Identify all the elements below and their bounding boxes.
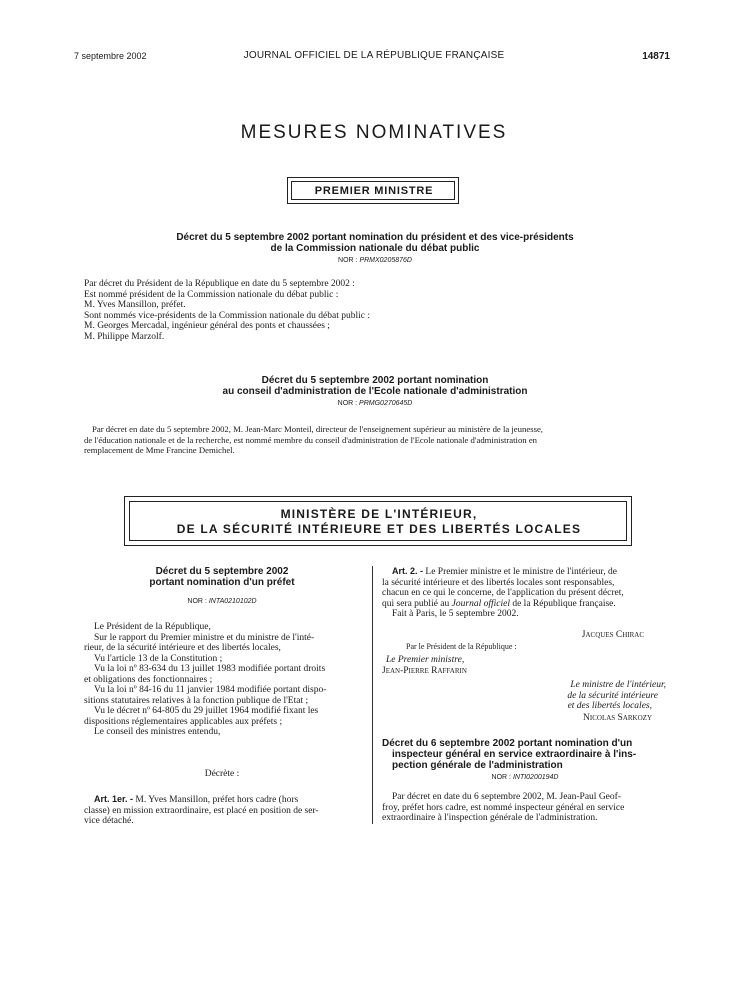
ministry-name-line: DE LA SÉCURITÉ INTÉRIEURE ET DES LIBERTÉS LOCALES	[176, 522, 582, 536]
nor-code: INTI0200194D	[512, 774, 559, 781]
nor-code: PRMG0270645D	[359, 400, 413, 407]
body-line: Sur le rapport du Premier ministre et du ministre de l'inté-	[94, 632, 315, 643]
body-line: Par décret en date du 6 septembre 2002, M. Jean-Paul Geof-	[392, 792, 621, 802]
body-line: Est nommé président de la Commission nationale du débat public :	[84, 289, 339, 300]
body-line: sitions statutaires relatives à la fonction publique de l'Etat ;	[84, 695, 309, 706]
nor-label: NOR :	[338, 257, 358, 264]
nor-code: PRMX0205876D	[359, 257, 412, 264]
decree-title-line: Décret du 5 septembre 2002	[155, 566, 289, 577]
body-line: extraordinaire à l'inspection générale de l'administration.	[382, 813, 598, 823]
article-1	[84, 794, 360, 827]
decree-title-line: Décret du 6 septembre 2002 portant nomination d'un	[382, 738, 633, 749]
decree-title-line: pection générale de l'administration	[392, 760, 563, 771]
decrete-label: Décrète :	[204, 769, 240, 779]
decree-title	[382, 738, 668, 771]
fait-a-paris: Fait à Paris, le 5 septembre 2002.	[392, 609, 519, 619]
signature-ministre: Nicolas Sarkozy	[583, 713, 652, 723]
article-label: Art. 1er. -	[94, 794, 134, 804]
body-line: Vu l'article 13 de la Constitution ;	[94, 653, 223, 664]
header-page-number: 14871	[642, 51, 670, 62]
body-line: Par décret du Président de la République en date du 5 septembre 2002 :	[84, 279, 355, 289]
body-line: de la République française.	[509, 598, 616, 609]
signatory-title: Le Premier ministre,	[386, 655, 465, 665]
body-line: classe) en mission extraordinaire, est placé en position de ser-	[84, 805, 319, 816]
body-line: chacun en ce qui le concerne, de l'application du présent décret,	[382, 588, 624, 598]
decree-nor	[84, 598, 360, 605]
section-box-premier-ministre	[287, 177, 459, 204]
journal-officiel-italic: Journal officiel	[451, 598, 510, 609]
body-line: de l'éducation nationale et de la recherche, est nommé membre du conseil d'administration de l'Ecole nationale d'administration en	[84, 434, 538, 445]
signature-president: Jacques Chirac	[581, 630, 644, 640]
decree-body	[382, 792, 668, 824]
body-line: remplacement de Mme Francine Demichel.	[84, 445, 235, 455]
decree-title: au conseil d'administration de l'Ecole nationale d'administration	[222, 386, 528, 397]
section-box-label: PREMIER MINISTRE	[314, 185, 434, 197]
decree-title-line: portant nomination d'un préfet	[149, 577, 295, 588]
body-line: et obligations des fonctionnaires ;	[84, 674, 213, 685]
signatory-title-line: Le ministre de l'intérieur,	[570, 680, 666, 690]
body-line: Sont nommés vice-présidents de la Commission nationale du débat public :	[84, 310, 371, 321]
article-2	[382, 566, 668, 620]
body-line: Par décret en date du 5 septembre 2002, M. Jean-Marc Monteil, directeur de l'enseignement supérieur au ministère de la jeunesse,	[92, 424, 543, 434]
body-line: Vu le décret nº 64-805 du 29 juillet 1964 modifié fixant les	[94, 706, 319, 716]
body-line: qui sera publié au	[382, 598, 452, 609]
nor-label: NOR :	[187, 598, 207, 605]
decree-title: Décret du 5 septembre 2002 portant nomination	[261, 375, 489, 386]
nor-label: NOR :	[337, 400, 358, 407]
header-date: 7 septembre 2002	[74, 51, 147, 61]
body-line: froy, préfet hors cadre, est nommé inspecteur général en service	[382, 802, 625, 813]
decree-nor	[80, 257, 670, 264]
column-divider	[372, 566, 373, 824]
header-journal-title: JOURNAL OFFICIEL DE LA RÉPUBLIQUE FRANÇAISE	[243, 50, 505, 61]
body-line: M. Georges Mercadal, ingénieur général des ponts et chaussées ;	[84, 321, 330, 331]
signature-premier-ministre: Jean-Pierre Raffarin	[382, 666, 467, 676]
body-line: la sécurité intérieure et des libertés locales sont responsables,	[382, 577, 615, 588]
par-le-president: Par le Président de la République :	[406, 642, 517, 651]
body-line: dispositions réglementaires applicables aux préfets ;	[84, 716, 283, 727]
body-line: Le conseil des ministres entendu,	[94, 727, 221, 737]
decree-nor	[80, 400, 670, 407]
decree-nor	[382, 774, 668, 781]
signatory-title	[382, 680, 666, 712]
decree-title: de la Commission nationale du débat public	[270, 243, 480, 254]
nor-code: INTA0210102D	[208, 598, 257, 605]
signatory-title-line: et des libertés locales,	[567, 701, 652, 711]
body-line: vice détaché.	[84, 816, 134, 826]
decree-title: Décret du 5 septembre 2002 portant nomination du président et des vice-présidents	[176, 232, 574, 243]
body-line: M. Yves Mansillon, préfet hors cadre (hors	[135, 795, 299, 805]
section-box-ministere-interieur	[124, 496, 632, 546]
decree-body	[84, 424, 674, 456]
nor-label: NOR :	[491, 774, 511, 781]
body-line: rieur, de la sécurité intérieure et des libertés locales,	[84, 643, 281, 653]
ministry-name-line: MINISTÈRE DE L'INTÉRIEUR,	[280, 507, 478, 521]
main-title: MESURES NOMINATIVES	[240, 122, 508, 143]
decree-title	[84, 566, 360, 588]
body-line: Le Premier ministre et le ministre de l'intérieur, de	[425, 567, 617, 577]
decree-title-line: inspecteur général en service extraordinaire à l'ins-	[392, 749, 637, 760]
body-line: M. Yves Mansillon, préfet.	[84, 300, 186, 310]
body-line: Le Président de la République,	[94, 622, 211, 632]
decree-body	[84, 279, 674, 342]
body-line: Vu la loi nº 84-16 du 11 janvier 1984 modifiée portant dispo-	[94, 685, 327, 695]
article-label: Art. 2. -	[392, 566, 424, 576]
signatory-title-line: de la sécurité intérieure	[567, 690, 658, 701]
body-line: Vu la loi nº 83-634 du 13 juillet 1983 modifiée portant droits	[94, 664, 326, 674]
decree-body	[84, 622, 360, 738]
body-line: M. Philippe Marzolf.	[84, 331, 165, 342]
